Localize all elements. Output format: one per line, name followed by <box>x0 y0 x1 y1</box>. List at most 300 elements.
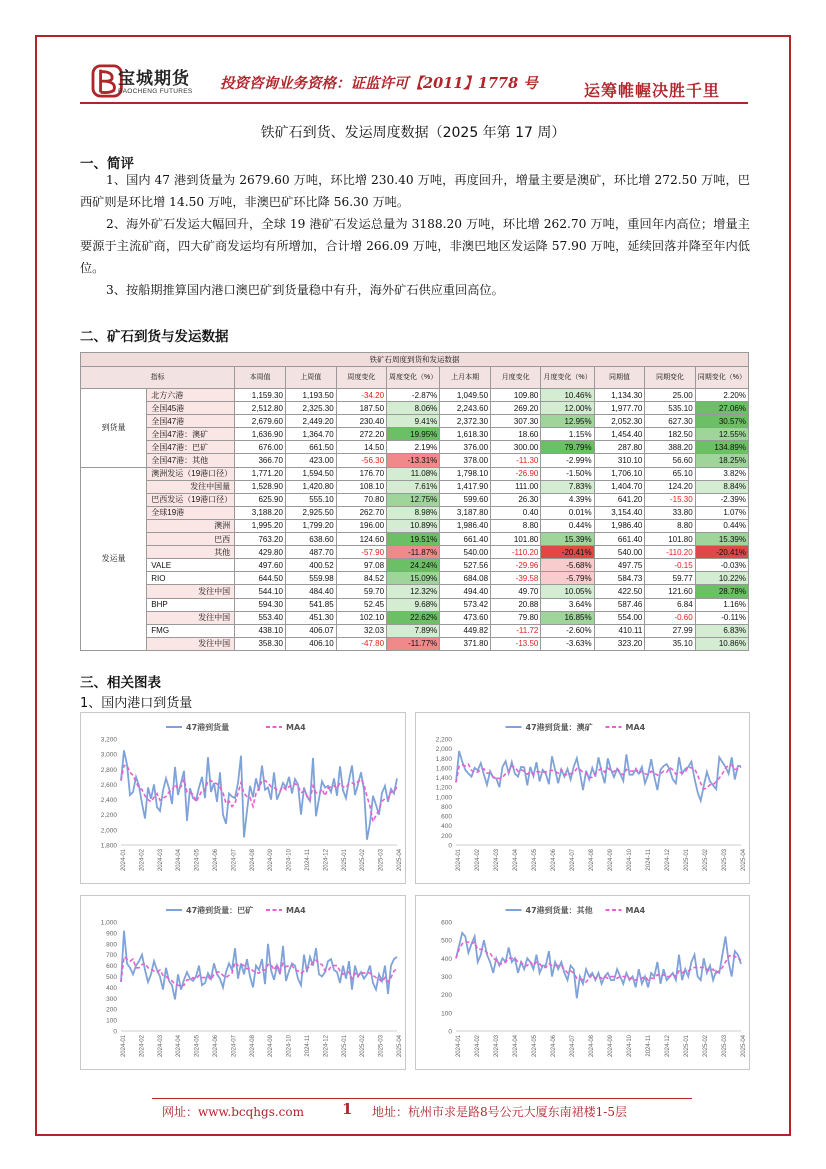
table-cell: 1,771.20 <box>235 467 286 480</box>
y-tick-label: 1,800 <box>435 755 452 763</box>
table-cell: 1,404.70 <box>594 480 645 493</box>
y-tick-label: 0 <box>448 1028 452 1036</box>
table-cell: 541.85 <box>285 598 336 611</box>
slogan: 运筹帷幄决胜千里 <box>584 81 721 100</box>
x-tick-label: 2024-08 <box>589 1035 595 1058</box>
table-row-label: 全国45港 <box>147 402 235 415</box>
table-cell: 661.40 <box>440 533 491 546</box>
table-cell: 70.80 <box>336 493 386 506</box>
table-row <box>81 506 749 519</box>
table-cell: 300.00 <box>491 441 541 454</box>
table-cell: 497.60 <box>235 559 286 572</box>
table-cell: 109.80 <box>491 389 541 402</box>
license-text: 投资咨询业务资格：证监许可【2011】1778 号 <box>220 75 538 92</box>
table-cell: 1,995.20 <box>235 519 286 532</box>
legend-label-ma: MA4 <box>286 723 306 732</box>
x-tick-label: 2025-04 <box>741 1035 747 1058</box>
table-cell: 22.62% <box>387 611 440 624</box>
table-row <box>81 546 749 559</box>
section-heading-summary: 一、简评 <box>80 156 134 172</box>
y-tick-label: 700 <box>106 952 117 960</box>
x-tick-label: 2025-04 <box>397 1035 403 1058</box>
table-cell: 406.07 <box>285 624 336 637</box>
table-cell: -110.20 <box>645 546 695 559</box>
table-cell: 15.09% <box>387 572 440 585</box>
table-cell: 676.00 <box>235 441 286 454</box>
table-cell: 378.00 <box>440 454 491 467</box>
x-tick-label: 2024-09 <box>268 1035 275 1058</box>
table-cell: 19.51% <box>387 533 440 546</box>
y-tick-label: 600 <box>441 919 452 927</box>
table-cell: -0.11% <box>695 611 748 624</box>
x-tick-label: 2024-03 <box>157 1035 164 1058</box>
table-row <box>81 480 749 493</box>
table-group-label: 发运量 <box>81 467 147 650</box>
table-row-label: FMG <box>147 624 235 637</box>
table-header: 周度变化（%） <box>387 367 440 389</box>
table-cell: 6.83% <box>695 624 748 637</box>
table-cell: 101.80 <box>491 533 541 546</box>
table-cell: 97.08 <box>336 559 386 572</box>
table-cell: 196.00 <box>336 519 386 532</box>
table-cell: 540.00 <box>440 546 491 559</box>
table-cell: 406.10 <box>285 637 336 650</box>
table-cell: 16.85% <box>541 611 594 624</box>
x-tick-label: 2025-02 <box>703 849 709 872</box>
table-cell: 10.86% <box>695 637 748 650</box>
table-cell: 176.70 <box>336 467 386 480</box>
table-row <box>81 454 749 467</box>
table-row-label: 全国47港：其他 <box>147 454 235 467</box>
x-tick-label: 2025-03 <box>722 849 728 872</box>
x-tick-label: 2024-11 <box>305 849 311 871</box>
logo-english: BAOCHENG FUTURES <box>118 88 193 95</box>
table-cell: -15.30 <box>645 493 695 506</box>
y-tick-label: 200 <box>441 832 452 840</box>
summary-paragraph-1: 1、国内 47 港到货量为 2679.60 万吨，环比增 230.40 万吨，再度回升，增量主要是澳矿，环比增 272.50 万吨，巴西矿则是环比增 14.50 万吨，非澳巴矿环比降 56.30 万吨。 <box>80 173 750 209</box>
legend-label-series: 47港到货量 <box>186 723 230 732</box>
table-cell: 12.55% <box>695 428 748 441</box>
table-cell: 8.80 <box>491 519 541 532</box>
table-cell: 19.95% <box>387 428 440 441</box>
table-row-label: 发往中国 <box>147 611 235 624</box>
y-tick-label: 2,000 <box>435 746 452 754</box>
table-cell: 8.06% <box>387 402 440 415</box>
footer-address: 地址：杭州市求是路8号公元大厦东南裙楼1-5层 <box>372 1105 627 1119</box>
x-tick-label: 2024-10 <box>627 849 633 872</box>
table-cell: -13.50 <box>491 637 541 650</box>
y-tick-label: 400 <box>441 955 452 963</box>
table-cell: 28.78% <box>695 585 748 598</box>
table-cell: 25.00 <box>645 389 695 402</box>
table-cell: -5.68% <box>541 559 594 572</box>
y-tick-label: 1,600 <box>435 765 452 773</box>
table-cell: 555.10 <box>285 493 336 506</box>
x-tick-label: 2024-04 <box>513 849 519 872</box>
table-cell: -29.96 <box>491 559 541 572</box>
table-cell: -2.99% <box>541 454 594 467</box>
table-cell: -26.90 <box>491 467 541 480</box>
table-cell: 494.40 <box>440 585 491 598</box>
y-tick-label: 100 <box>441 1010 452 1018</box>
logo-text: 宝城期货 <box>118 69 190 89</box>
table-cell: 449.82 <box>440 624 491 637</box>
table-cell: 12.95% <box>541 415 594 428</box>
x-tick-label: 2024-03 <box>494 1035 500 1058</box>
table-cell: 3,187.80 <box>440 506 491 519</box>
y-tick-label: 1,000 <box>435 794 452 802</box>
table-cell: 400.52 <box>285 559 336 572</box>
x-tick-label: 2025-02 <box>360 849 367 872</box>
table-cell: 540.00 <box>594 546 645 559</box>
table-cell: 527.56 <box>440 559 491 572</box>
table-cell: -11.87% <box>387 546 440 559</box>
table-cell: 3.64% <box>541 598 594 611</box>
x-tick-label: 2024-11 <box>646 1035 652 1057</box>
y-tick-label: 200 <box>441 992 452 1000</box>
chart-47-ports <box>80 712 406 884</box>
table-cell: 497.75 <box>594 559 645 572</box>
x-tick-label: 2024-07 <box>231 1035 238 1058</box>
y-tick-label: 1,800 <box>100 842 117 850</box>
table-row-label: 全球19港 <box>147 506 235 519</box>
table-cell: 573.42 <box>440 598 491 611</box>
table-cell: 2,325.30 <box>285 402 336 415</box>
table-cell: 7.89% <box>387 624 440 637</box>
table-cell: -34.20 <box>336 389 386 402</box>
legend-label-series: 47港到货量：澳矿 <box>525 723 593 732</box>
table-group-label: 到货量 <box>81 389 147 468</box>
series-line <box>121 750 397 839</box>
table-cell: 594.30 <box>235 598 286 611</box>
table-cell: 84.52 <box>336 572 386 585</box>
table-cell: 553.40 <box>235 611 286 624</box>
table-cell: 10.89% <box>387 519 440 532</box>
table-row <box>81 493 749 506</box>
table-cell: -57.90 <box>336 546 386 559</box>
x-tick-label: 2025-01 <box>684 1035 690 1058</box>
table-row <box>81 533 749 546</box>
x-tick-label: 2025-01 <box>341 1035 348 1058</box>
table-cell: 644.50 <box>235 572 286 585</box>
x-tick-label: 2024-12 <box>665 849 671 872</box>
table-cell: 371.80 <box>440 637 491 650</box>
table-cell: 2,679.60 <box>235 415 286 428</box>
table-row-label: 北方六港 <box>147 389 235 402</box>
x-tick-label: 2024-06 <box>551 849 557 872</box>
table-cell: 1,986.40 <box>440 519 491 532</box>
table-cell: 15.39% <box>541 533 594 546</box>
x-tick-label: 2024-05 <box>532 849 538 872</box>
table-cell: -2.87% <box>387 389 440 402</box>
table-cell: 1,364.70 <box>285 428 336 441</box>
table-cell: 33.80 <box>645 506 695 519</box>
y-tick-label: 0 <box>448 842 452 850</box>
x-tick-label: 2024-11 <box>305 1035 311 1057</box>
table-row <box>81 572 749 585</box>
table-cell: 641.20 <box>594 493 645 506</box>
table-row <box>81 402 749 415</box>
x-tick-label: 2024-03 <box>494 849 500 872</box>
chart-47-ports-brazil <box>80 895 406 1070</box>
x-tick-label: 2024-01 <box>121 1035 127 1058</box>
table-cell: 1,528.90 <box>235 480 286 493</box>
section-heading-data: 二、矿石到货与发运数据 <box>80 329 229 345</box>
table-cell: 134.89% <box>695 441 748 454</box>
table-cell: 52.45 <box>336 598 386 611</box>
table-cell: 10.46% <box>541 389 594 402</box>
table-cell: 3,188.20 <box>235 506 286 519</box>
x-tick-label: 2024-05 <box>194 849 201 872</box>
table-cell: 487.70 <box>285 546 336 559</box>
table-cell: 627.30 <box>645 415 695 428</box>
x-tick-label: 2024-10 <box>286 849 293 872</box>
table-cell: 358.30 <box>235 637 286 650</box>
table-cell: 121.60 <box>645 585 695 598</box>
table-cell: 535.10 <box>645 402 695 415</box>
x-tick-label: 2024-05 <box>532 1035 538 1058</box>
x-tick-label: 2024-05 <box>194 1035 201 1058</box>
x-tick-label: 2024-06 <box>551 1035 557 1058</box>
x-tick-label: 2024-02 <box>475 1035 481 1058</box>
y-tick-label: 900 <box>106 930 117 938</box>
table-cell: 65.10 <box>645 467 695 480</box>
table-row-label: BHP <box>147 598 235 611</box>
x-tick-label: 2024-12 <box>665 1035 671 1058</box>
table-cell: 584.73 <box>594 572 645 585</box>
y-tick-label: 2,600 <box>100 781 117 789</box>
table-row <box>81 559 749 572</box>
table-cell: 14.50 <box>336 441 386 454</box>
table-cell: 12.32% <box>387 585 440 598</box>
table-cell: 1.16% <box>695 598 748 611</box>
x-tick-label: 2024-07 <box>570 1035 576 1058</box>
table-cell: -56.30 <box>336 454 386 467</box>
table-cell: 2,925.50 <box>285 506 336 519</box>
table-cell: 638.60 <box>285 533 336 546</box>
table-row-label: 巴西 <box>147 533 235 546</box>
summary-paragraph-2: 2、海外矿石发运大幅回升，全球 19 港矿石发运总量为 3188.20 万吨，环比增 262.70 万吨，重回年内高位；增量主要源于主流矿商，四大矿商发运均有所增加，合计增 266.09 万吨，非澳巴地区发运降 57.90 万吨，延续回落并降至年内低位。 <box>80 217 750 275</box>
table-cell: 2,372.30 <box>440 415 491 428</box>
y-tick-label: 200 <box>106 1006 117 1014</box>
table-cell: 323.20 <box>594 637 645 650</box>
table-cell: 1,798.10 <box>440 467 491 480</box>
y-tick-label: 300 <box>441 974 452 981</box>
legend-label-series: 47港到货量：巴矿 <box>186 906 254 915</box>
table-row-label: 澳洲 <box>147 519 235 532</box>
table-cell: 1.07% <box>695 506 748 519</box>
y-tick-label: 100 <box>106 1017 117 1025</box>
table-header: 周度变化 <box>336 367 386 389</box>
x-tick-label: 2024-08 <box>249 1035 256 1058</box>
table-header: 本周值 <box>235 367 286 389</box>
table-cell: 1,193.50 <box>285 389 336 402</box>
x-tick-label: 2025-03 <box>378 849 385 872</box>
table-row <box>81 415 749 428</box>
table-header: 上周值 <box>285 367 336 389</box>
table-cell: -39.58 <box>491 572 541 585</box>
table-row-label: 发往中国 <box>147 637 235 650</box>
table-cell: 1,986.40 <box>594 519 645 532</box>
x-tick-label: 2024-01 <box>456 849 462 872</box>
x-tick-label: 2024-03 <box>157 849 164 872</box>
x-tick-label: 2024-02 <box>139 1035 146 1058</box>
y-tick-label: 0 <box>113 1028 117 1036</box>
footer-website[interactable]: 网址：www.bcqhgs.com <box>162 1105 304 1119</box>
table-cell: 18.60 <box>491 428 541 441</box>
table-cell: 438.10 <box>235 624 286 637</box>
table-cell: 7.83% <box>541 480 594 493</box>
y-tick-label: 1,000 <box>100 919 117 927</box>
x-tick-label: 2024-02 <box>139 849 146 872</box>
table-cell: -11.77% <box>387 637 440 650</box>
table-cell: 8.98% <box>387 506 440 519</box>
legend-label-ma: MA4 <box>625 723 646 732</box>
table-row-label: VALE <box>147 559 235 572</box>
table-cell: 0.44% <box>541 519 594 532</box>
table-cell: 1,618.30 <box>440 428 491 441</box>
footer-rule <box>152 1098 692 1099</box>
table-cell: -110.20 <box>491 546 541 559</box>
table-cell: 1,799.20 <box>285 519 336 532</box>
table-row <box>81 585 749 598</box>
table-cell: -2.39% <box>695 493 748 506</box>
table-cell: 0.44% <box>695 519 748 532</box>
x-tick-label: 2024-09 <box>608 1035 614 1058</box>
table-cell: -20.41% <box>695 546 748 559</box>
table-cell: 3,154.40 <box>594 506 645 519</box>
table-row <box>81 428 749 441</box>
table-row <box>81 389 749 402</box>
table-cell: 2,449.20 <box>285 415 336 428</box>
series-line <box>456 933 741 998</box>
x-tick-label: 2024-01 <box>456 1035 462 1058</box>
table-cell: 559.98 <box>285 572 336 585</box>
x-tick-label: 2025-04 <box>741 849 747 872</box>
table-cell: 102.10 <box>336 611 386 624</box>
table-cell: 187.50 <box>336 402 386 415</box>
table-header: 指标 <box>81 367 235 389</box>
table-cell: 287.80 <box>594 441 645 454</box>
table-cell: -1.50% <box>541 467 594 480</box>
table-cell: 18.25% <box>695 454 748 467</box>
x-tick-label: 2024-06 <box>213 849 219 872</box>
table-cell: 79.79% <box>541 441 594 454</box>
table-cell: 661.50 <box>285 441 336 454</box>
table-cell: 12.00% <box>541 402 594 415</box>
table-cell: 422.50 <box>594 585 645 598</box>
x-tick-label: 2025-02 <box>703 1035 709 1058</box>
table-header: 上月本期 <box>440 367 491 389</box>
table-cell: 10.22% <box>695 572 748 585</box>
x-tick-label: 2024-12 <box>323 1035 330 1058</box>
table-header: 同期变化（%） <box>695 367 748 389</box>
y-tick-label: 2,800 <box>100 766 117 774</box>
table-cell: 1,417.90 <box>440 480 491 493</box>
table-cell: 8.84% <box>695 480 748 493</box>
table-row-label: 全国47港：澳矿 <box>147 428 235 441</box>
table-cell: 1,636.90 <box>235 428 286 441</box>
y-tick-label: 400 <box>106 984 117 992</box>
x-tick-label: 2024-08 <box>249 849 256 872</box>
table-caption: 铁矿石周度到货和发运数据 <box>81 353 749 367</box>
table-row <box>81 519 749 532</box>
table-cell: 410.11 <box>594 624 645 637</box>
table-cell: 473.60 <box>440 611 491 624</box>
y-tick-label: 1,200 <box>435 784 452 792</box>
x-tick-label: 2024-07 <box>231 849 238 872</box>
x-tick-label: 2024-10 <box>286 1035 293 1058</box>
table-cell: 111.00 <box>491 480 541 493</box>
table-cell: 684.08 <box>440 572 491 585</box>
x-tick-label: 2025-03 <box>722 1035 728 1058</box>
table-cell: 0.40 <box>491 506 541 519</box>
table-row <box>81 441 749 454</box>
table-cell: -47.80 <box>336 637 386 650</box>
table-cell: 1,049.50 <box>440 389 491 402</box>
x-tick-label: 2025-04 <box>397 849 403 872</box>
table-cell: -0.15 <box>645 559 695 572</box>
table-cell: 79.80 <box>491 611 541 624</box>
table-cell: 2,512.80 <box>235 402 286 415</box>
table-cell: 108.10 <box>336 480 386 493</box>
table-cell: 366.70 <box>235 454 286 467</box>
chart-47-ports-other <box>415 895 750 1070</box>
header-rule <box>80 102 748 104</box>
table-header: 月度变化（%） <box>541 367 594 389</box>
y-tick-label: 800 <box>441 803 452 811</box>
table-cell: 30.57% <box>695 415 748 428</box>
table-cell: -0.60 <box>645 611 695 624</box>
table-header-row <box>81 367 749 389</box>
table-cell: 9.68% <box>387 598 440 611</box>
table-cell: 429.80 <box>235 546 286 559</box>
table-cell: 24.24% <box>387 559 440 572</box>
table-cell: 269.20 <box>491 402 541 415</box>
table-cell: -3.63% <box>541 637 594 650</box>
x-tick-label: 2024-04 <box>176 849 183 872</box>
table-row <box>81 598 749 611</box>
table-cell: 544.10 <box>235 585 286 598</box>
table-cell: 26.30 <box>491 493 541 506</box>
table-header: 月度变化 <box>491 367 541 389</box>
table-cell: 27.99 <box>645 624 695 637</box>
summary-paragraph-3: 3、按船期推算国内港口澳巴矿到货量稳中有升，海外矿石供应重回高位。 <box>106 283 504 297</box>
y-tick-label: 600 <box>106 963 117 971</box>
table-cell: 59.77 <box>645 572 695 585</box>
y-tick-label: 800 <box>106 941 117 949</box>
table-cell: 262.70 <box>336 506 386 519</box>
table-cell: 451.30 <box>285 611 336 624</box>
y-tick-label: 300 <box>106 995 117 1003</box>
table-cell: 230.40 <box>336 415 386 428</box>
y-tick-label: 500 <box>441 937 452 945</box>
table-cell: 8.80 <box>645 519 695 532</box>
table-cell: 3.82% <box>695 467 748 480</box>
page-title: 铁矿石到货、发运周度数据（2025 年第 17 周） <box>260 125 566 141</box>
table-cell: 484.40 <box>285 585 336 598</box>
x-tick-label: 2024-08 <box>589 849 595 872</box>
table-row <box>81 637 749 650</box>
table-row <box>81 624 749 637</box>
table-cell: 310.10 <box>594 454 645 467</box>
table-row <box>81 467 749 480</box>
y-tick-label: 500 <box>106 974 117 981</box>
table-row-label: 发往中国量 <box>147 480 235 493</box>
table-cell: 376.00 <box>440 441 491 454</box>
x-tick-label: 2025-03 <box>378 1035 385 1058</box>
table-cell: 554.00 <box>594 611 645 624</box>
